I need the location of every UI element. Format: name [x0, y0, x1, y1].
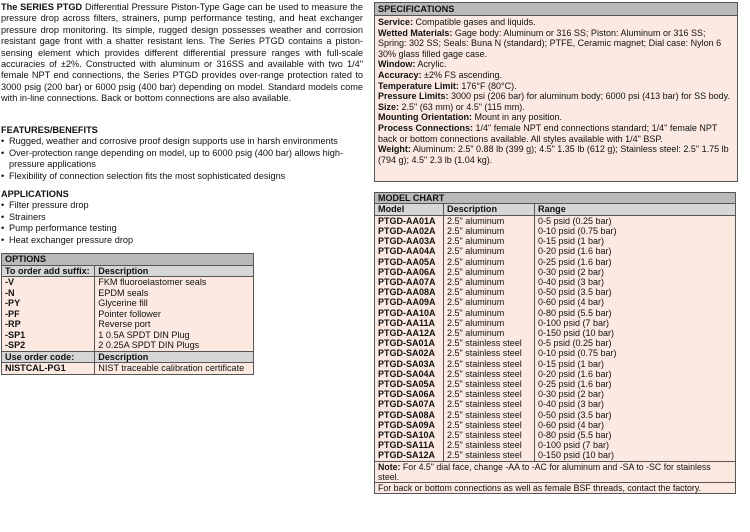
option-desc: NIST traceable calibration certificate: [95, 363, 254, 375]
table-row: [2, 288, 254, 299]
model-col-description: Description: [444, 204, 535, 216]
option-desc: EPDM seals: [95, 288, 254, 299]
model-col-range: Range: [535, 204, 736, 216]
table-row: [375, 215, 736, 226]
model-range: 0-25 psid (1.6 bar): [535, 257, 736, 267]
model-description: 2.5" stainless steel: [444, 389, 535, 399]
table-row: [375, 379, 736, 389]
model-range: 0-40 psid (3 bar): [535, 399, 736, 409]
model-code: PTGD-AA08A: [375, 287, 444, 297]
features-section: [1, 125, 363, 182]
option-code: -N: [2, 288, 95, 299]
applications-heading: APPLICATIONS: [1, 189, 69, 199]
intro-lead: The SERIES PTGD: [1, 2, 83, 12]
model-range: 0-15 psid (1 bar): [535, 236, 736, 246]
model-range: 0-10 psid (0.75 bar): [535, 226, 736, 236]
model-range: 0-150 psid (10 bar): [535, 328, 736, 338]
model-range: 0-100 psid (7 bar): [535, 318, 736, 328]
model-code: PTGD-SA01A: [375, 338, 444, 348]
applications-list: [1, 200, 363, 246]
model-range: 0-20 psid (1.6 bar): [535, 369, 736, 379]
table-row: [375, 297, 736, 307]
options-col-description-2: Description: [95, 351, 254, 363]
model-code: PTGD-AA11A: [375, 318, 444, 328]
model-description: 2.5" stainless steel: [444, 450, 535, 461]
spec-value: 3000 psi (206 bar) for aluminum body; 6000 psi (413 bar) for SS body.: [448, 91, 731, 102]
model-code: PTGD-AA02A: [375, 226, 444, 236]
model-description: 2.5" stainless steel: [444, 430, 535, 440]
option-code: -RP: [2, 319, 95, 330]
options-col-description: Description: [95, 265, 254, 277]
table-row: [375, 430, 736, 440]
table-row: [375, 257, 736, 267]
model-code: PTGD-SA03A: [375, 359, 444, 369]
spec-value: ±2% FS ascending.: [421, 69, 503, 80]
table-row: [2, 309, 254, 320]
model-code: PTGD-SA12A: [375, 450, 444, 461]
table-row: [2, 319, 254, 330]
spec-line: [378, 70, 734, 81]
model-description: 2.5" stainless steel: [444, 369, 535, 379]
spec-value: 1/4" female NPT end connections standard; 1/4" female NPT back or bottom connections available. All styles available with 1/4" BSP.: [378, 122, 718, 144]
spec-label: Temperature Limit:: [378, 80, 459, 91]
spec-line: [378, 123, 734, 144]
model-code: PTGD-AA12A: [375, 328, 444, 338]
table-row: [375, 277, 736, 287]
model-description: 2.5" aluminum: [444, 226, 535, 236]
model-code: PTGD-AA07A: [375, 277, 444, 287]
model-chart-table: [374, 192, 736, 494]
option-code: -V: [2, 277, 95, 288]
options-col-order-code: Use order code:: [2, 351, 95, 363]
model-range: 0-20 psid (1.6 bar): [535, 246, 736, 256]
model-description: 2.5" stainless steel: [444, 348, 535, 358]
feature-item: • Rugged, weather and corrosive proof design supports use in harsh environments: [1, 136, 363, 147]
model-range: 0-5 psid (0.25 bar): [535, 338, 736, 348]
table-row: [375, 226, 736, 236]
model-range: 0-25 psid (1.6 bar): [535, 379, 736, 389]
table-row: [375, 267, 736, 277]
feature-item: • Flexibility of connection selection fits the most sophisticated designs: [1, 171, 363, 182]
model-range: 0-80 psid (5.5 bar): [535, 430, 736, 440]
model-note-2: For back or bottom connections as well as female BSF threads, contact the factory.: [375, 482, 736, 493]
model-note-label: Note:: [378, 461, 401, 472]
spec-line: [378, 112, 734, 123]
table-row: [375, 318, 736, 328]
model-description: 2.5" aluminum: [444, 257, 535, 267]
spec-value: Aluminum: 2.5" 0.88 lb (399 g); 4.5" 1.35 lb (612 g); Stainless steel: 2.5" 1.75 lb (794 g); 4.5" 2.3 lb (1.04 kg).: [378, 144, 729, 165]
model-range: 0-50 psid (3.5 bar): [535, 410, 736, 420]
spec-line: [378, 17, 734, 28]
model-description: 2.5" stainless steel: [444, 420, 535, 430]
model-code: PTGD-SA02A: [375, 348, 444, 358]
option-desc: Reverse port: [95, 319, 254, 330]
table-row: [375, 369, 736, 379]
model-description: 2.5" aluminum: [444, 246, 535, 256]
spec-value: Mount in any position.: [471, 112, 563, 123]
model-code: PTGD-SA06A: [375, 389, 444, 399]
option-code: -SP2: [2, 340, 95, 351]
model-description: 2.5" stainless steel: [444, 440, 535, 450]
model-range: 0-5 psid (0.25 bar): [535, 215, 736, 226]
options-title: OPTIONS: [2, 254, 254, 266]
model-description: 2.5" stainless steel: [444, 399, 535, 409]
table-row: [2, 298, 254, 309]
model-description: 2.5" aluminum: [444, 215, 535, 226]
table-row: [2, 363, 254, 375]
spec-label: Process Connections:: [378, 122, 474, 133]
table-row: [375, 348, 736, 358]
spec-label: Window:: [378, 59, 416, 70]
model-description: 2.5" stainless steel: [444, 338, 535, 348]
table-row: [375, 308, 736, 318]
model-code: PTGD-SA11A: [375, 440, 444, 450]
spec-line: [378, 144, 734, 165]
option-code: -PY: [2, 298, 95, 309]
application-item: • Filter pressure drop: [1, 200, 363, 211]
model-code: PTGD-SA07A: [375, 399, 444, 409]
model-code: PTGD-SA10A: [375, 430, 444, 440]
spec-label: Wetted Materials:: [378, 27, 453, 38]
model-range: 0-100 psid (7 bar): [535, 440, 736, 450]
spec-value: 2.5" (63 mm) or 4.5" (115 mm).: [399, 101, 525, 112]
model-range: 0-30 psid (2 bar): [535, 267, 736, 277]
table-row: [375, 246, 736, 256]
specifications-title: SPECIFICATIONS: [375, 3, 737, 16]
spec-label: Pressure Limits:: [378, 91, 449, 102]
table-row: [375, 440, 736, 450]
specifications-box: [374, 2, 738, 182]
intro-text: Differential Pressure Piston-Type Gage can be used to measure the pressure drop across filters, strainers, pump performance testing, and heat exchanger pressure drop monitoring. Its simple, rugged design possesses weather and corrosion resistant gage front with a shatter resistant lens. The Series PTGD contains a piston-sensing element which provides different differential pressure ranges with full-scale accuracies of ±2%. Constructed with aluminum or 316SS and available with two 1/4" female NPT end connections, the Series PTGD provides over-range protection rated to 3000 psig (200 bar) or 6000 psig (400 bar) depending on model. Standard models come with in-line connections. Back or bottom connections are also available.: [1, 2, 363, 104]
features-list: [1, 136, 363, 182]
spec-line: [378, 28, 734, 60]
model-range: 0-60 psid (4 bar): [535, 420, 736, 430]
specifications-body: [375, 16, 737, 182]
model-description: 2.5" aluminum: [444, 277, 535, 287]
application-item: • Heat exchanger pressure drop: [1, 235, 363, 246]
model-range: 0-40 psid (3 bar): [535, 277, 736, 287]
model-note: [375, 461, 736, 482]
option-desc: Glycerine fill: [95, 298, 254, 309]
application-item: • Strainers: [1, 212, 363, 223]
model-range: 0-15 psid (1 bar): [535, 359, 736, 369]
table-row: [375, 338, 736, 348]
model-col-model: Model: [375, 204, 444, 216]
model-code: PTGD-SA09A: [375, 420, 444, 430]
model-chart-title: MODEL CHART: [375, 193, 736, 204]
table-row: [2, 340, 254, 351]
intro-paragraph: [1, 2, 363, 105]
model-description: 2.5" aluminum: [444, 297, 535, 307]
model-range: 0-150 psid (10 bar): [535, 450, 736, 461]
table-row: [375, 399, 736, 409]
model-range: 0-30 psid (2 bar): [535, 389, 736, 399]
table-row: [375, 287, 736, 297]
applications-section: [1, 189, 363, 246]
model-note-text: For 4.5" dial face, change -AA to -AC for aluminum and -SA to -SC for stainless steel.: [378, 461, 711, 482]
options-table: [1, 253, 254, 375]
option-code: NISTCAL-PG1: [2, 363, 95, 375]
option-desc: 2 0.25A SPDT DIN Plugs: [95, 340, 254, 351]
table-row: [375, 328, 736, 338]
model-code: PTGD-AA10A: [375, 308, 444, 318]
option-code: -PF: [2, 309, 95, 320]
table-row: [375, 450, 736, 461]
model-code: PTGD-SA04A: [375, 369, 444, 379]
table-row: [2, 277, 254, 288]
model-description: 2.5" stainless steel: [444, 359, 535, 369]
model-code: PTGD-AA09A: [375, 297, 444, 307]
model-rows: [375, 215, 736, 461]
spec-label: Weight:: [378, 144, 411, 155]
model-range: 0-10 psid (0.75 bar): [535, 348, 736, 358]
spec-value: Gage body: Aluminum or 316 SS; Piston: Aluminum or 316 SS; Spring: 302 SS; Seals: Buna N (standard); PTFE, Ceramic magnet; Dial case: Nylon 6 30% glass filled gage case.: [378, 27, 722, 59]
spec-value: 176°F (80°C).: [458, 80, 517, 91]
spec-line: [378, 91, 734, 102]
spec-label: Mounting Orientation:: [378, 112, 472, 123]
model-range: 0-80 psid (5.5 bar): [535, 308, 736, 318]
option-desc: 1 0.5A SPDT DIN Plug: [95, 330, 254, 341]
model-description: 2.5" aluminum: [444, 267, 535, 277]
model-code: PTGD-AA04A: [375, 246, 444, 256]
table-row: [375, 236, 736, 246]
table-row: [375, 389, 736, 399]
model-description: 2.5" aluminum: [444, 318, 535, 328]
model-description: 2.5" aluminum: [444, 308, 535, 318]
model-description: 2.5" aluminum: [444, 236, 535, 246]
spec-label: Size:: [378, 101, 400, 112]
options-col-suffix: To order add suffix:: [2, 265, 95, 277]
option-desc: FKM fluoroelastomer seals: [95, 277, 254, 288]
model-description: 2.5" aluminum: [444, 328, 535, 338]
table-row: [375, 420, 736, 430]
model-description: 2.5" stainless steel: [444, 410, 535, 420]
spec-line: [378, 59, 734, 70]
application-item: • Pump performance testing: [1, 223, 363, 234]
table-row: [375, 410, 736, 420]
model-range: 0-50 psid (3.5 bar): [535, 287, 736, 297]
spec-label: Service:: [378, 17, 414, 27]
model-code: PTGD-SA08A: [375, 410, 444, 420]
option-desc: Pointer follower: [95, 309, 254, 320]
spec-value: Acrylic.: [415, 59, 447, 70]
feature-item: • Over-protection range depending on model, up to 6000 psig (400 bar) allows high-pressure applications: [1, 148, 363, 171]
model-code: PTGD-AA03A: [375, 236, 444, 246]
model-code: PTGD-AA06A: [375, 267, 444, 277]
spec-line: [378, 81, 734, 92]
option-code: -SP1: [2, 330, 95, 341]
table-row: [2, 330, 254, 341]
table-row: [375, 359, 736, 369]
features-heading: FEATURES/BENEFITS: [1, 125, 98, 135]
model-code: PTGD-AA01A: [375, 215, 444, 226]
model-code: PTGD-SA05A: [375, 379, 444, 389]
spec-label: Accuracy:: [378, 69, 422, 80]
model-code: PTGD-AA05A: [375, 257, 444, 267]
spec-line: [378, 102, 734, 113]
model-range: 0-60 psid (4 bar): [535, 297, 736, 307]
model-description: 2.5" aluminum: [444, 287, 535, 297]
spec-value: Compatible gases and liquids.: [413, 17, 536, 27]
model-description: 2.5" stainless steel: [444, 379, 535, 389]
